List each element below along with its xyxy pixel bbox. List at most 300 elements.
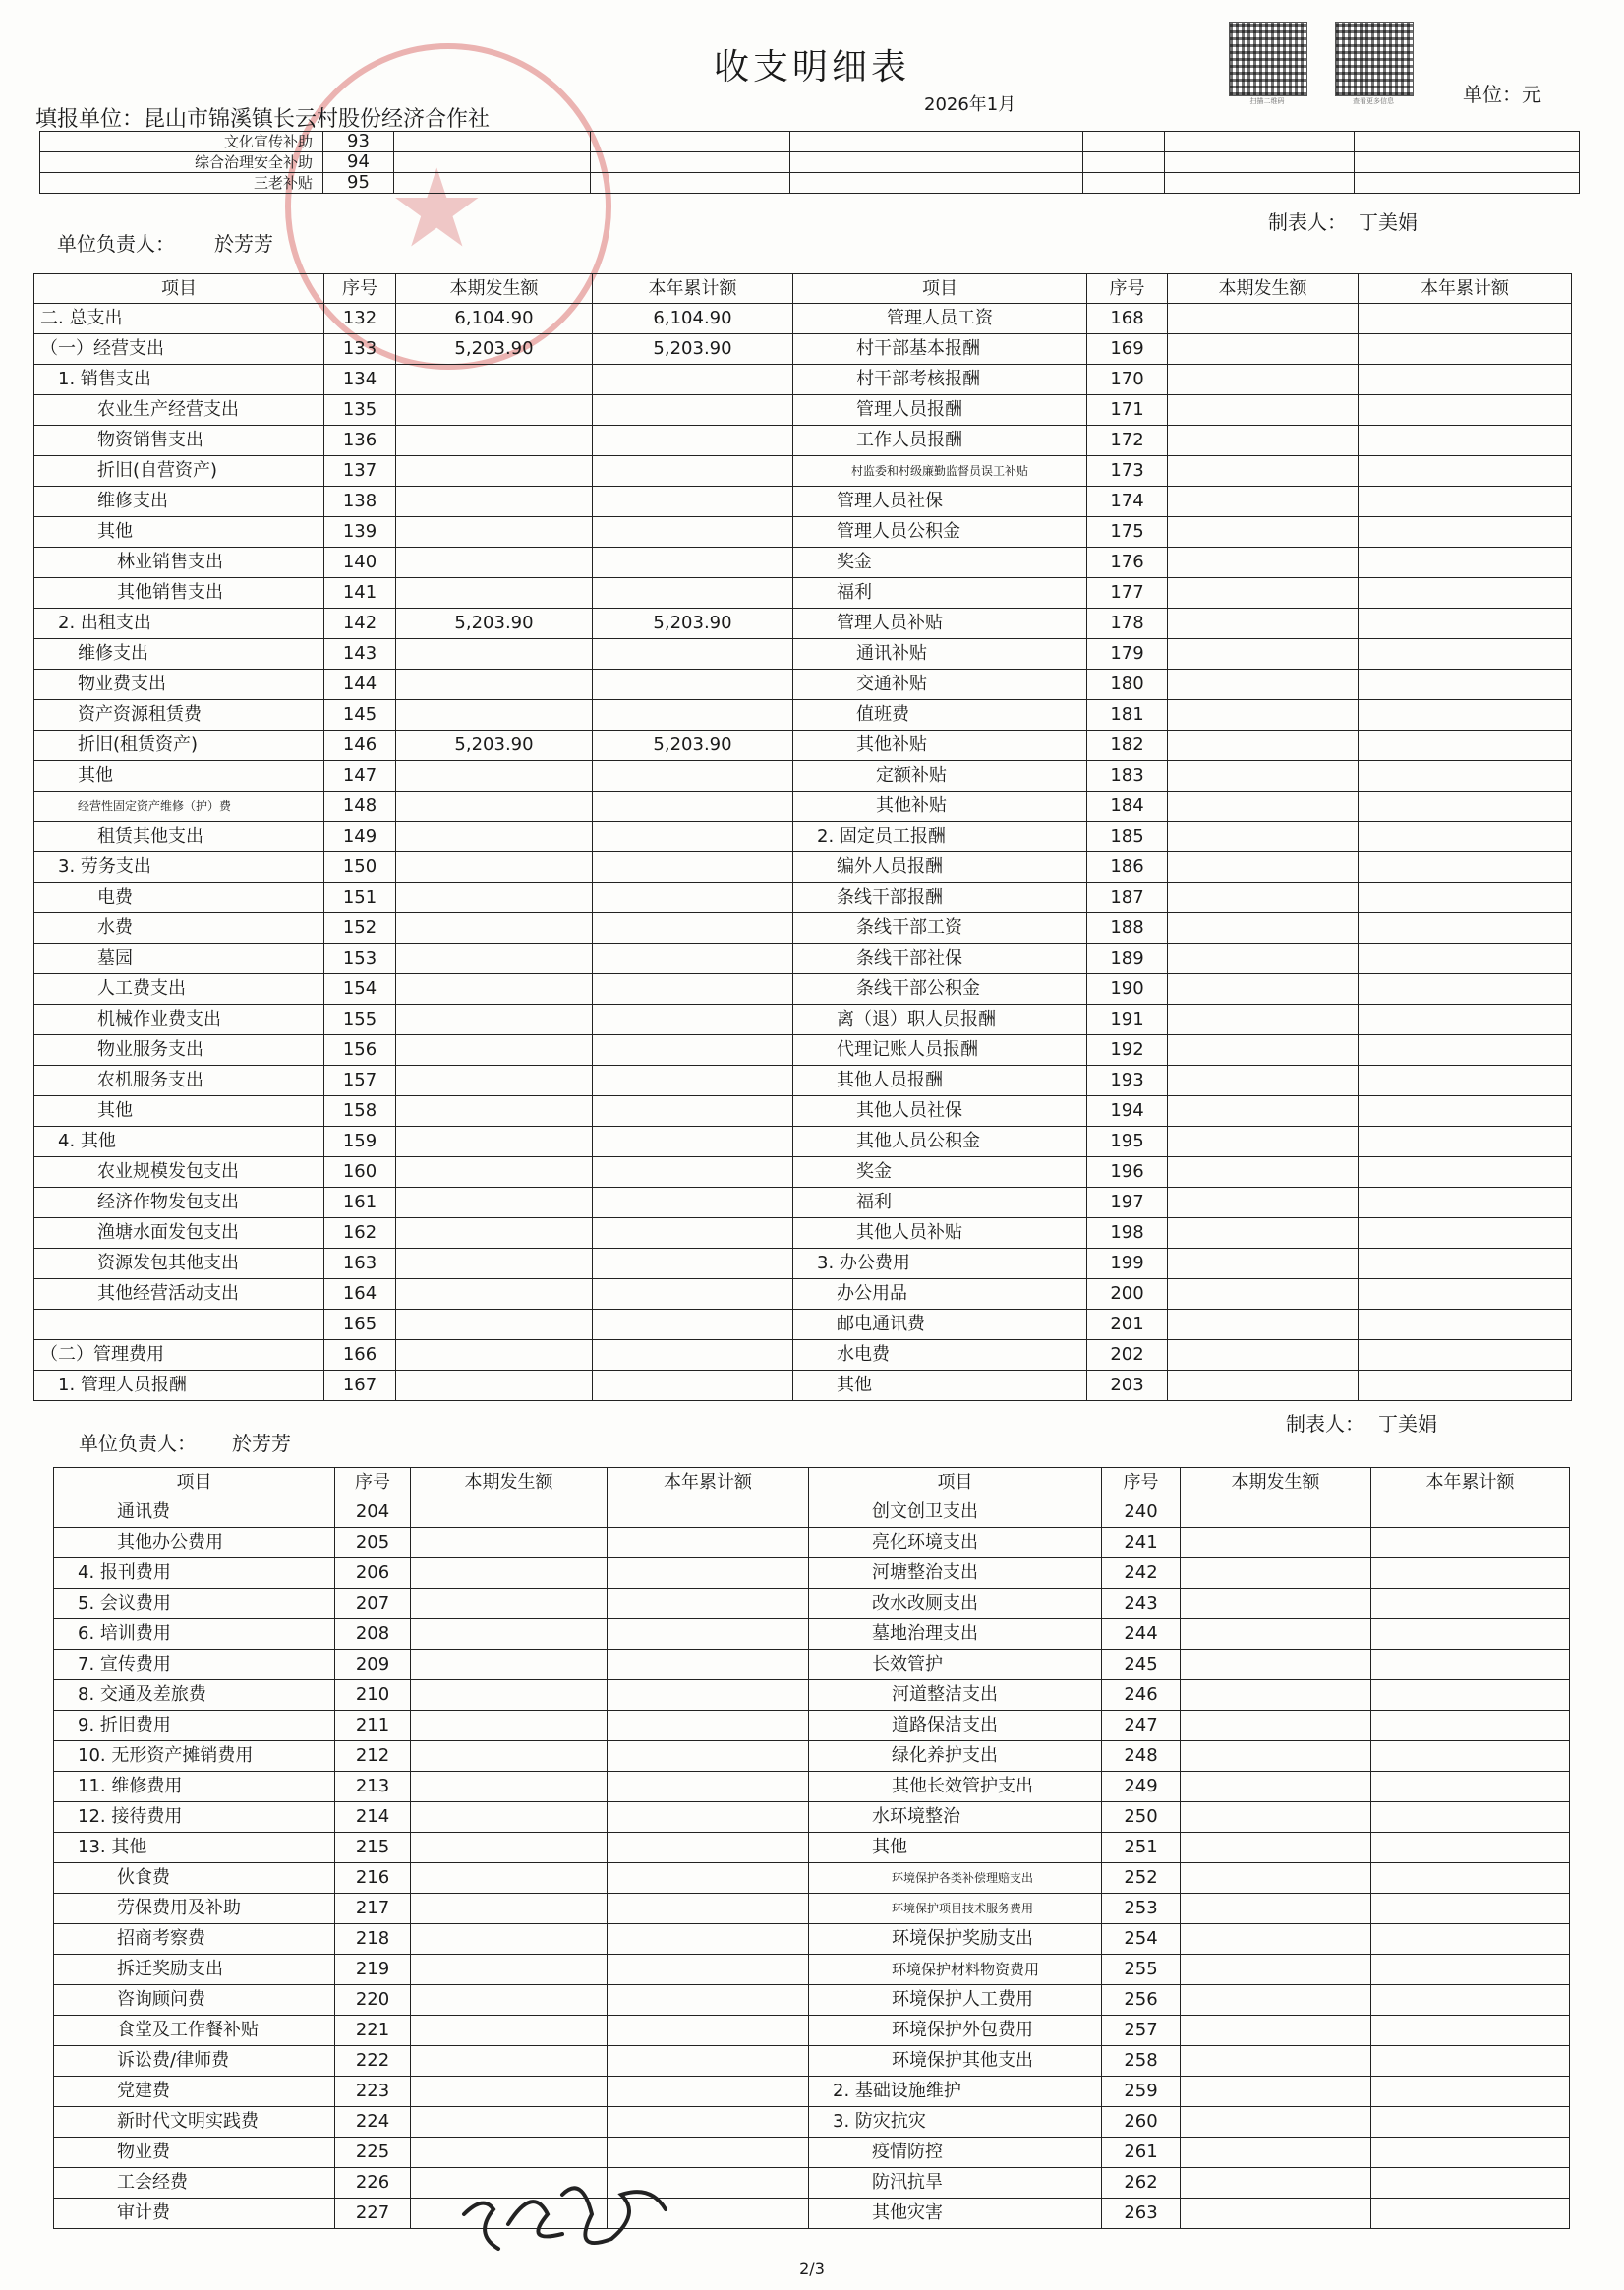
ytd-amount-cell [1371,1589,1570,1619]
seq-cell: 201 [1087,1310,1168,1340]
ytd-amount-cell [1359,852,1572,883]
header-seq: 序号 [1087,274,1168,304]
current-amount-cell [1181,2077,1371,2107]
seq-cell: 178 [1087,609,1168,639]
seq-cell: 209 [335,1650,411,1680]
current-amount-cell [396,1005,593,1035]
ytd-amount-cell [608,2016,809,2046]
seq-cell: 147 [324,761,396,792]
ytd-amount-cell [1359,792,1572,822]
table-row [34,365,1572,395]
table-row [54,1619,1570,1650]
ytd-amount-cell [1371,1833,1570,1863]
current-amount-cell [396,913,593,944]
seq-cell: 242 [1102,1558,1181,1589]
ytd-amount-cell [1371,2138,1570,2168]
empty-cell [1083,132,1165,152]
seq-cell: 190 [1087,974,1168,1005]
table-row [34,883,1572,913]
item-cell: 环境保护外包费用 [809,2016,1102,2046]
seq-cell: 251 [1102,1833,1181,1863]
current-amount-cell [396,944,593,974]
ytd-amount-cell [593,487,793,517]
empty-cell [591,132,790,152]
ytd-amount-cell [1359,1035,1572,1066]
empty-cell [394,152,591,173]
qr-caption: 扫描二维码 [1249,97,1285,105]
table-row [54,1680,1570,1711]
item-cell: 环境保护奖励支出 [809,1924,1102,1955]
item-cell: 防汛抗旱 [809,2168,1102,2199]
empty-cell [394,173,591,194]
table-row [34,609,1572,639]
ytd-amount-cell [608,2046,809,2077]
header-current: 本期发生额 [1181,1468,1371,1497]
ytd-amount-cell [1371,1497,1570,1528]
table-row [54,1558,1570,1589]
header-ytd: 本年累计额 [593,274,793,304]
ytd-amount-cell [608,1741,809,1772]
item-cell: 5. 会议费用 [54,1589,335,1619]
empty-cell [394,132,591,152]
seq-cell: 202 [1087,1340,1168,1371]
seq-cell: 155 [324,1005,396,1035]
current-amount-cell [1168,456,1359,487]
item-cell: 管理人员工资 [793,304,1087,334]
item-cell: 食堂及工作餐补贴 [54,2016,335,2046]
current-amount-cell [411,1924,608,1955]
current-amount-cell [411,1863,608,1894]
current-amount-cell [1181,1528,1371,1558]
current-amount-cell [1181,2107,1371,2138]
item-cell: 招商考察费 [54,1924,335,1955]
current-amount-cell [411,1772,608,1802]
item-cell: 渔塘水面发包支出 [34,1218,324,1249]
item-cell: 1. 管理人员报酬 [34,1371,324,1401]
seq-cell: 156 [324,1035,396,1066]
table-row [54,1985,1570,2016]
seq-cell: 148 [324,792,396,822]
table-row [40,132,1580,152]
item-cell: 审计费 [54,2199,335,2229]
current-amount-cell [1168,1035,1359,1066]
current-amount-cell [411,2046,608,2077]
item-cell: 改水改厕支出 [809,1589,1102,1619]
ytd-amount-cell [593,822,793,852]
reporting-org: 填报单位：昆山市锦溪镇长云村股份经济合作社 [35,107,491,132]
item-cell: 文化宣传补助 [40,132,323,152]
table-row [34,395,1572,426]
item-cell: 办公用品 [793,1279,1087,1310]
seq-cell: 258 [1102,2046,1181,2077]
seq-cell: 200 [1087,1279,1168,1310]
item-cell: 通讯补贴 [793,639,1087,670]
current-amount-cell [396,395,593,426]
item-cell: 咨询顾问费 [54,1985,335,2016]
ytd-amount-cell [593,1249,793,1279]
item-cell: 物业费支出 [34,670,324,700]
seq-cell: 192 [1087,1035,1168,1066]
ytd-amount-cell [593,1188,793,1218]
ytd-amount-cell [1371,1985,1570,2016]
item-cell: 维修支出 [34,487,324,517]
seq-cell: 172 [1087,426,1168,456]
current-amount-cell [1168,487,1359,517]
item-cell: 12. 接待费用 [54,1802,335,1833]
item-cell: 通讯费 [54,1497,335,1528]
item-cell: 劳保费用及补助 [54,1894,335,1924]
ytd-amount-cell [608,1711,809,1741]
ytd-amount-cell: 5,203.90 [593,609,793,639]
table-row [54,2168,1570,2199]
table-row [34,1279,1572,1310]
seq-cell: 208 [335,1619,411,1650]
item-cell: （一）经营支出 [34,334,324,365]
current-amount-cell [396,1249,593,1279]
ytd-amount-cell [1371,1894,1570,1924]
item-cell: 工作人员报酬 [793,426,1087,456]
item-cell: 亮化环境支出 [809,1528,1102,1558]
item-cell: 编外人员报酬 [793,852,1087,883]
seq-cell: 245 [1102,1650,1181,1680]
current-amount-cell [1181,1863,1371,1894]
table-row [54,1863,1570,1894]
seq-cell: 141 [324,578,396,609]
current-amount-cell [1181,2016,1371,2046]
item-cell: 福利 [793,578,1087,609]
table-row [54,1924,1570,1955]
ytd-amount-cell [1359,1188,1572,1218]
seq-cell: 215 [335,1833,411,1863]
seq-cell: 140 [324,548,396,578]
item-cell: 电费 [34,883,324,913]
item-cell: 其他长效管护支出 [809,1772,1102,1802]
item-cell: 农机服务支出 [34,1066,324,1096]
item-cell: 工会经费 [54,2168,335,2199]
current-amount-cell: 6,104.90 [396,304,593,334]
current-amount-cell [396,1371,593,1401]
item-cell: 11. 维修费用 [54,1772,335,1802]
seq-cell: 260 [1102,2107,1181,2138]
seq-cell: 259 [1102,2077,1181,2107]
page-title: 收支明细表 [713,47,910,88]
current-amount-cell [396,1157,593,1188]
seq-cell: 171 [1087,395,1168,426]
item-cell: 林业销售支出 [34,548,324,578]
ytd-amount-cell [608,1924,809,1955]
seq-cell: 227 [335,2199,411,2229]
ytd-amount-cell [593,639,793,670]
table-row [54,1497,1570,1528]
empty-cell [790,152,1083,173]
current-amount-cell [411,2016,608,2046]
item-cell: 诉讼费/律师费 [54,2046,335,2077]
table-row [34,548,1572,578]
table-row [34,1218,1572,1249]
item-cell: 环境保护材料物资费用 [809,1955,1102,1985]
item-cell: 10. 无形资产摊销费用 [54,1741,335,1772]
header-item: 项目 [793,274,1087,304]
table-row [34,1035,1572,1066]
empty-cell [1355,173,1580,194]
item-cell: 资产资源租赁费 [34,700,324,731]
item-cell: 三老补贴 [40,173,323,194]
item-cell: 4. 报刊费用 [54,1558,335,1589]
ytd-amount-cell [608,1558,809,1589]
item-cell: 3. 劳务支出 [34,852,324,883]
ytd-amount-cell [593,1035,793,1066]
seq-cell: 173 [1087,456,1168,487]
seq-cell: 250 [1102,1802,1181,1833]
seq-cell: 95 [323,173,394,194]
table-row [34,1371,1572,1401]
table-row [54,2199,1570,2229]
item-cell [34,1310,324,1340]
table-row [54,1955,1570,1985]
current-amount-cell [1168,1066,1359,1096]
seq-cell: 181 [1087,700,1168,731]
table-row [34,487,1572,517]
ytd-amount-cell [1359,1127,1572,1157]
current-amount-cell [1181,1589,1371,1619]
item-cell: 河塘整治支出 [809,1558,1102,1589]
handwritten-signature [454,2155,680,2263]
ytd-amount-cell [1359,334,1572,365]
ytd-amount-cell [1371,1741,1570,1772]
ytd-amount-cell [593,670,793,700]
table-row [54,2077,1570,2107]
item-cell: 其他 [793,1371,1087,1401]
current-amount-cell [396,852,593,883]
maker-name: 丁美娟 [1359,210,1418,234]
table-row [34,761,1572,792]
page-number: 2/3 [799,2260,825,2278]
current-amount-cell: 5,203.90 [396,731,593,761]
item-cell: 农业生产经营支出 [34,395,324,426]
current-amount-cell [1181,1711,1371,1741]
expense-table-1 [33,273,1572,1401]
item-cell: 其他 [34,517,324,548]
seq-cell: 139 [324,517,396,548]
ytd-amount-cell [608,1680,809,1711]
table-row [40,152,1580,173]
ytd-amount-cell [1359,974,1572,1005]
table-row [54,1741,1570,1772]
item-cell: 物资销售支出 [34,426,324,456]
item-cell: 环境保护其他支出 [809,2046,1102,2077]
seq-cell: 220 [335,1985,411,2016]
item-cell: 条线干部报酬 [793,883,1087,913]
seq-cell: 214 [335,1802,411,1833]
ytd-amount-cell [1359,639,1572,670]
ytd-amount-cell [608,1589,809,1619]
current-amount-cell [396,426,593,456]
seq-cell: 199 [1087,1249,1168,1279]
item-cell: 其他人员报酬 [793,1066,1087,1096]
current-amount-cell [1168,548,1359,578]
current-amount-cell [1168,1005,1359,1035]
table-row [34,822,1572,852]
seq-cell: 177 [1087,578,1168,609]
current-amount-cell [411,2077,608,2107]
seq-cell: 261 [1102,2138,1181,2168]
empty-cell [1165,173,1355,194]
seq-cell: 241 [1102,1528,1181,1558]
ytd-amount-cell [1371,1619,1570,1650]
current-amount-cell [396,1035,593,1066]
current-amount-cell [1168,304,1359,334]
current-amount-cell [396,792,593,822]
current-amount-cell [1181,1833,1371,1863]
item-cell: 其他 [34,1096,324,1127]
item-cell: 福利 [793,1188,1087,1218]
ytd-amount-cell [1359,548,1572,578]
item-cell: 党建费 [54,2077,335,2107]
table-row [54,2046,1570,2077]
seq-cell: 93 [323,132,394,152]
seq-cell: 161 [324,1188,396,1218]
item-cell: 其他人员公积金 [793,1127,1087,1157]
empty-cell [591,152,790,173]
responsible-label: 单位负责人： [79,1432,197,1455]
current-amount-cell [1168,1188,1359,1218]
seq-cell: 143 [324,639,396,670]
seq-cell: 219 [335,1955,411,1985]
item-cell: 邮电通讯费 [793,1310,1087,1340]
seq-cell: 174 [1087,487,1168,517]
ytd-amount-cell [1359,913,1572,944]
ytd-amount-cell [608,1955,809,1985]
ytd-amount-cell [1359,1340,1572,1371]
seq-cell: 194 [1087,1096,1168,1127]
table-row [34,426,1572,456]
ytd-amount-cell [1371,1680,1570,1711]
seq-cell: 216 [335,1863,411,1894]
seq-cell: 159 [324,1127,396,1157]
item-cell: 水费 [34,913,324,944]
ytd-amount-cell [1371,2077,1570,2107]
current-amount-cell [1181,1680,1371,1711]
seq-cell: 185 [1087,822,1168,852]
current-amount-cell [1168,1127,1359,1157]
seq-cell: 263 [1102,2199,1181,2229]
current-amount-cell [1168,578,1359,609]
seq-cell: 165 [324,1310,396,1340]
ytd-amount-cell [1359,1096,1572,1127]
table-row [54,1650,1570,1680]
ytd-amount-cell [1359,365,1572,395]
item-cell: 拆迁奖励支出 [54,1955,335,1985]
seq-cell: 144 [324,670,396,700]
responsible-label: 单位负责人： [57,232,175,256]
item-cell: 其他 [34,761,324,792]
seq-cell: 182 [1087,731,1168,761]
ytd-amount-cell [1371,2168,1570,2199]
item-cell: 物业费 [54,2138,335,2168]
empty-cell [1083,173,1165,194]
seq-cell: 137 [324,456,396,487]
ytd-amount-cell [608,1863,809,1894]
item-cell: 管理人员补贴 [793,609,1087,639]
empty-cell [591,173,790,194]
seq-cell: 187 [1087,883,1168,913]
current-amount-cell [1168,426,1359,456]
ytd-amount-cell [608,1894,809,1924]
current-amount-cell [1181,1497,1371,1528]
responsible-name: 於芳芳 [214,232,273,256]
table-row [34,974,1572,1005]
ytd-amount-cell [1359,1310,1572,1340]
current-amount-cell [411,1680,608,1711]
current-amount-cell [396,517,593,548]
item-cell: 环境保护项目技术服务费用 [809,1894,1102,1924]
ytd-amount-cell [608,1985,809,2016]
current-amount-cell [396,883,593,913]
ytd-amount-cell [1359,944,1572,974]
table-row [40,173,1580,194]
header-item: 项目 [809,1468,1102,1497]
current-amount-cell [1168,1310,1359,1340]
ytd-amount-cell [593,1279,793,1310]
item-cell: 6. 培训费用 [54,1619,335,1650]
seq-cell: 151 [324,883,396,913]
expense-table-2 [53,1467,1570,2229]
current-amount-cell [1168,700,1359,731]
seq-cell: 150 [324,852,396,883]
header-current: 本期发生额 [411,1468,608,1497]
ytd-amount-cell: 5,203.90 [593,334,793,365]
seq-cell: 135 [324,395,396,426]
item-cell: 管理人员报酬 [793,395,1087,426]
table-row [54,1711,1570,1741]
current-amount-cell [1168,1371,1359,1401]
header-row [34,274,1572,304]
item-cell: 定额补贴 [793,761,1087,792]
empty-cell [790,132,1083,152]
seq-cell: 195 [1087,1127,1168,1157]
table-row [34,639,1572,670]
ytd-amount-cell [1371,2046,1570,2077]
item-cell: 9. 折旧费用 [54,1711,335,1741]
current-amount-cell [411,1833,608,1863]
item-cell: 村干部基本报酬 [793,334,1087,365]
item-cell: 3. 防灾抗灾 [809,2107,1102,2138]
ytd-amount-cell [608,1528,809,1558]
current-amount-cell [1168,517,1359,548]
item-cell: 折旧(自营资产) [34,456,324,487]
ytd-amount-cell [1371,1863,1570,1894]
seq-cell: 136 [324,426,396,456]
seq-cell: 240 [1102,1497,1181,1528]
ytd-amount-cell [1359,700,1572,731]
seq-cell: 211 [335,1711,411,1741]
ytd-amount-cell [593,517,793,548]
seq-cell: 162 [324,1218,396,1249]
seq-cell: 221 [335,2016,411,2046]
current-amount-cell [396,1279,593,1310]
seq-cell: 160 [324,1157,396,1188]
item-cell: 疫情防控 [809,2138,1102,2168]
current-amount-cell: 5,203.90 [396,609,593,639]
ytd-amount-cell [1371,1558,1570,1589]
table-row [34,1249,1572,1279]
current-amount-cell [396,670,593,700]
table-row [34,852,1572,883]
ytd-amount-cell [1371,1955,1570,1985]
current-amount-cell [396,1188,593,1218]
ytd-amount-cell [593,852,793,883]
ytd-amount-cell [1359,578,1572,609]
